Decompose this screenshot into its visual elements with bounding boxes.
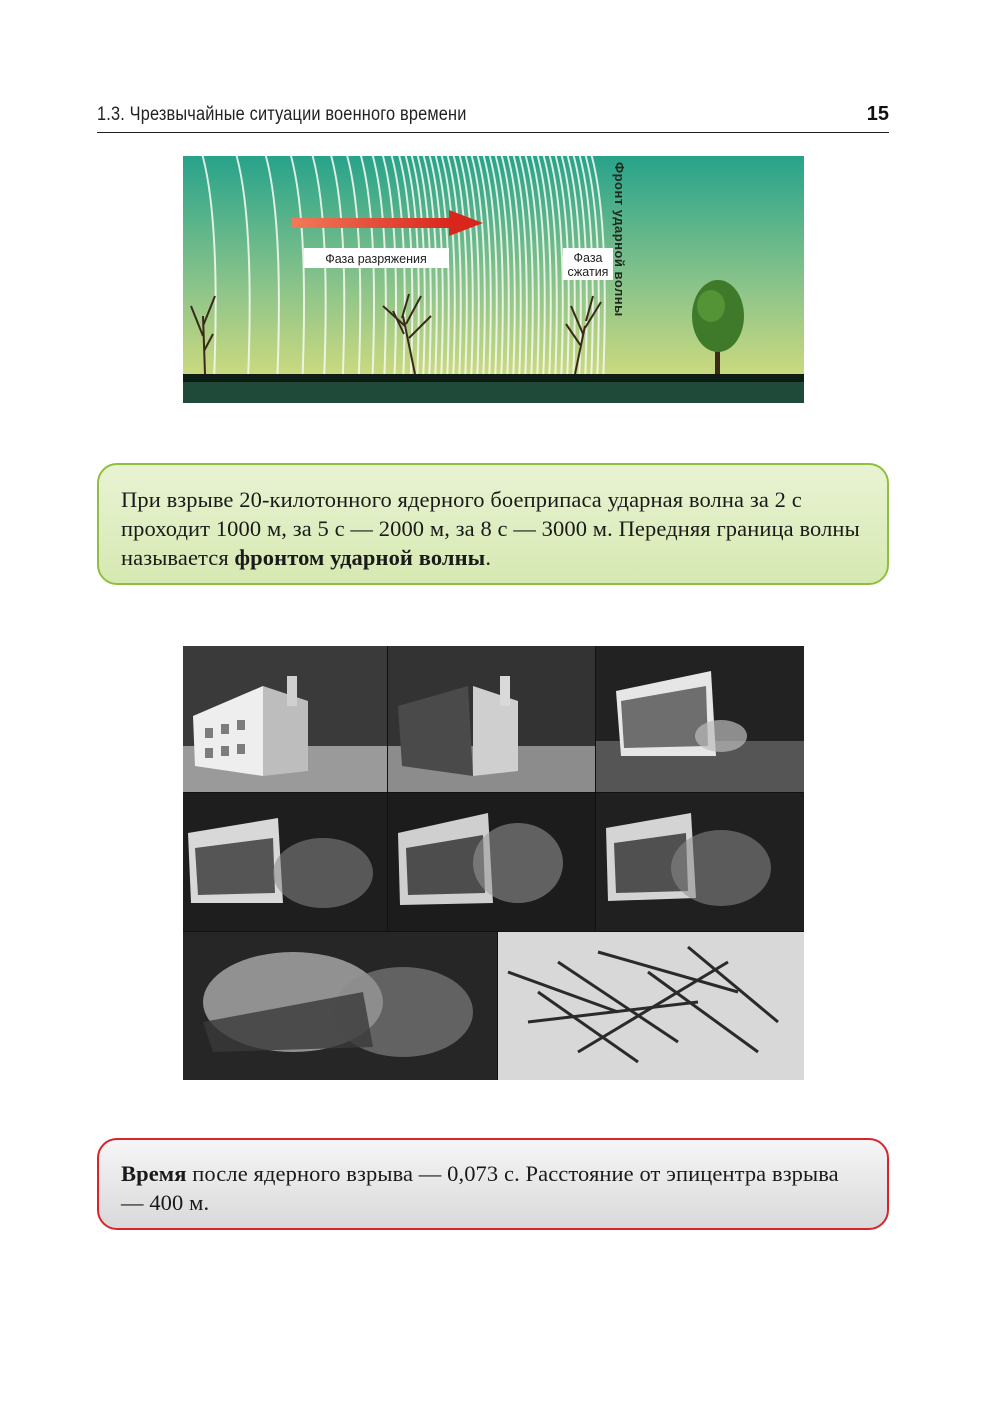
section-title: 1.3. Чрезвычайные ситуации военного времени — [97, 104, 467, 125]
page-number: 15 — [866, 103, 889, 125]
photo-frame-4 — [183, 793, 387, 931]
photo-frame-6 — [596, 793, 804, 931]
note-green-period: . — [485, 545, 492, 570]
note-time-after-explosion — [97, 1138, 889, 1230]
shock-wave-illustration — [183, 156, 804, 403]
running-head — [97, 100, 889, 133]
photo-frame-2 — [388, 646, 595, 792]
label-rarefaction-text: Фаза разряжения — [325, 252, 427, 266]
label-front: Фронт ударной волны — [612, 162, 627, 317]
sky-background — [183, 156, 804, 403]
house-destruction-photos — [183, 646, 804, 1080]
note-green-term: фронтом ударной волны — [234, 545, 486, 570]
label-compression-line2: сжатия — [567, 265, 609, 279]
label-rarefaction — [304, 248, 449, 268]
photo-frame-8 — [498, 932, 804, 1080]
label-compression — [563, 248, 613, 280]
note-red-text: после ядерного взрыва — 0,073 с. Расстояние от эпицентра взрыва — 400 м. — [121, 1161, 839, 1215]
photo-frame-7 — [183, 932, 497, 1080]
note-shock-wave-front — [97, 463, 889, 585]
photo-frame-5 — [388, 793, 595, 931]
ground — [183, 374, 804, 382]
note-red-term: Время — [121, 1161, 187, 1186]
photo-frame-3 — [596, 646, 804, 792]
label-compression-line1: Фаза — [573, 251, 603, 265]
note-green-text: При взрыве 20-килотонного ядерного боеприпаса ударная волна за 2 с проходит 1000 м, за 5 с — 2000 м, за 8 с — 3000 м. Передняя граница волны называется — [121, 487, 860, 570]
photo-frame-1 — [183, 646, 387, 792]
